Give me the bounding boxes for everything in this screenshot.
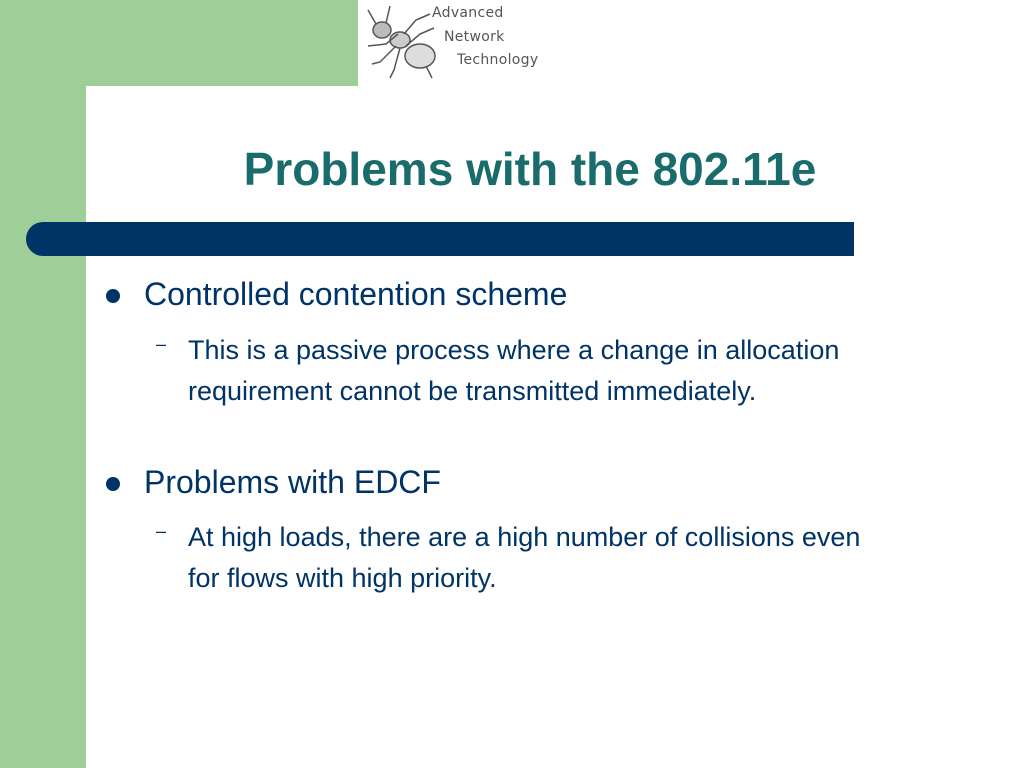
- title-divider-bar: [26, 222, 854, 256]
- logo-line-network: Network: [444, 29, 505, 45]
- green-top-band: [0, 0, 358, 86]
- bullet-text: Controlled contention scheme: [144, 276, 568, 312]
- bullet-dot-icon: [106, 477, 120, 491]
- green-left-band: [0, 0, 86, 768]
- logo-line-technology: Technology: [457, 52, 539, 68]
- dash-icon: –: [156, 521, 167, 541]
- dash-icon: –: [156, 334, 167, 354]
- slide-title: Problems with the 802.11e: [243, 143, 817, 195]
- logo-line-advanced: Advanced: [432, 5, 504, 21]
- bullet-text: Problems with EDCF: [144, 464, 441, 500]
- sub-bullet-text: At high loads, there are a high number of collisions even for flows with high priority.: [188, 522, 861, 593]
- bullet-dot-icon: [106, 289, 120, 303]
- sub-bullet-text: This is a passive process where a change in allocation requirement cannot be transmitted immediately.: [188, 335, 840, 406]
